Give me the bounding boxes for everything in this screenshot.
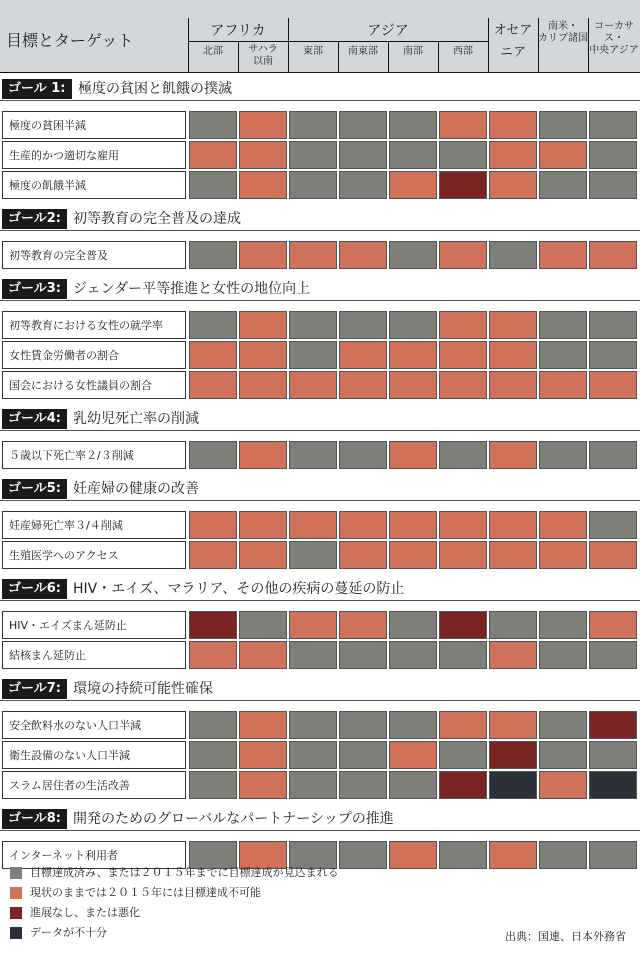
- status-cell: [589, 741, 637, 769]
- status-cell: [539, 171, 587, 199]
- status-cell: [239, 141, 287, 169]
- status-cell: [289, 641, 337, 669]
- target-label: 衛生設備のない人口半減: [2, 741, 186, 769]
- status-cell: [189, 771, 237, 799]
- status-cell: [389, 171, 437, 199]
- status-cell: [339, 511, 387, 539]
- status-cell: [489, 511, 537, 539]
- status-cell: [239, 641, 287, 669]
- table-row: [2, 771, 638, 801]
- region-label: アジア: [367, 23, 409, 39]
- status-cell: [339, 371, 387, 399]
- goal-rule: [0, 230, 640, 231]
- status-cell: [439, 141, 487, 169]
- status-cell: [189, 171, 237, 199]
- status-cell: [489, 841, 537, 869]
- status-cell: [489, 141, 537, 169]
- status-cell: [289, 311, 337, 339]
- header-underline: [288, 41, 488, 42]
- goal-header: [0, 78, 640, 100]
- status-cell: [489, 541, 537, 569]
- goal-title: HIV・エイズ、マラリア、その他の疾病の蔓延の防止: [73, 581, 405, 597]
- table-row: [2, 371, 638, 401]
- goal-header: [0, 808, 640, 830]
- goal-header: [0, 678, 640, 700]
- source-note: 出典：国連、日本外務省: [505, 930, 626, 943]
- target-label: 初等教育における女性の就学率: [2, 311, 186, 339]
- goal-title: 初等教育の完全普及の達成: [73, 211, 241, 227]
- status-cell: [239, 371, 287, 399]
- status-cell: [439, 541, 487, 569]
- target-label: 妊産婦死亡率３/４削減: [2, 511, 186, 539]
- target-label: 安全飲料水のない人口半減: [2, 711, 186, 739]
- status-cell: [289, 341, 337, 369]
- status-cell: [589, 541, 637, 569]
- legend-swatch: [10, 907, 22, 919]
- status-cell: [289, 611, 337, 639]
- region-label: コーカサス・ 中央アジア: [589, 21, 639, 56]
- goal-badge: ゴール5:: [2, 479, 67, 499]
- target-label: 初等教育の完全普及: [2, 241, 186, 269]
- target-label: ５歳以下死亡率２/３削減: [2, 441, 186, 469]
- status-cell: [489, 311, 537, 339]
- status-cell: [589, 511, 637, 539]
- status-cell: [339, 341, 387, 369]
- status-cell: [439, 371, 487, 399]
- table-row: [2, 341, 638, 371]
- status-cell: [589, 611, 637, 639]
- status-cell: [189, 371, 237, 399]
- status-cell: [589, 341, 637, 369]
- status-cell: [489, 241, 537, 269]
- subregion-label: 東部: [303, 46, 323, 57]
- status-cell: [389, 771, 437, 799]
- status-cell: [389, 741, 437, 769]
- status-cell: [589, 641, 637, 669]
- status-cell: [489, 341, 537, 369]
- goal-title: 乳幼児死亡率の削減: [73, 411, 199, 427]
- status-cell: [189, 511, 237, 539]
- goal-badge: ゴール4:: [2, 409, 67, 429]
- status-cell: [439, 441, 487, 469]
- status-cell: [539, 641, 587, 669]
- target-label: スラム居住者の生活改善: [2, 771, 186, 799]
- legend-label: データが不十分: [30, 926, 107, 939]
- status-cell: [489, 611, 537, 639]
- target-label: 生殖医学へのアクセス: [2, 541, 186, 569]
- subregion-label: サハラ 以南: [248, 44, 278, 67]
- status-cell: [539, 711, 587, 739]
- status-cell: [339, 171, 387, 199]
- status-cell: [289, 741, 337, 769]
- status-cell: [389, 641, 437, 669]
- status-cell: [189, 541, 237, 569]
- status-cell: [439, 111, 487, 139]
- status-cell: [189, 711, 237, 739]
- goal-badge: ゴール8:: [2, 809, 67, 829]
- goal-badge: ゴール2:: [2, 209, 67, 229]
- status-cell: [389, 241, 437, 269]
- legend-swatch: [10, 867, 22, 879]
- status-cell: [539, 741, 587, 769]
- status-cell: [239, 341, 287, 369]
- table-row: [2, 111, 638, 141]
- goal-header: [0, 408, 640, 430]
- status-cell: [239, 741, 287, 769]
- status-cell: [389, 311, 437, 339]
- status-cell: [439, 741, 487, 769]
- status-cell: [539, 541, 587, 569]
- status-cell: [339, 311, 387, 339]
- goal-title: 妊産婦の健康の改善: [73, 481, 199, 497]
- status-cell: [289, 371, 337, 399]
- target-label: 女性賃金労働者の割合: [2, 341, 186, 369]
- status-cell: [389, 841, 437, 869]
- status-cell: [189, 141, 237, 169]
- status-cell: [339, 711, 387, 739]
- legend-swatch: [10, 887, 22, 899]
- status-cell: [589, 311, 637, 339]
- status-cell: [339, 771, 387, 799]
- goal-title: 極度の貧困と飢餓の撲滅: [78, 81, 232, 97]
- status-cell: [289, 771, 337, 799]
- status-cell: [389, 611, 437, 639]
- subregion-label: 南東部: [348, 46, 378, 57]
- status-cell: [589, 711, 637, 739]
- legend-label: 目標達成済み、または２０１５年までに目標達成が見込まれる: [30, 866, 339, 879]
- target-label: 国会における女性議員の割合: [2, 371, 186, 399]
- status-cell: [239, 841, 287, 869]
- status-cell: [339, 111, 387, 139]
- status-cell: [289, 541, 337, 569]
- table-row: [2, 541, 638, 571]
- status-cell: [489, 711, 537, 739]
- goal-header: [0, 578, 640, 600]
- subregion-label: 西部: [453, 46, 473, 57]
- goal-badge: ゴール7:: [2, 679, 67, 699]
- goal-badge: ゴール6:: [2, 579, 67, 599]
- status-cell: [239, 611, 287, 639]
- goal-rule: [0, 700, 640, 701]
- status-cell: [389, 511, 437, 539]
- status-cell: [239, 241, 287, 269]
- legend-label: 現状のままでは２０１５年には目標達成不可能: [30, 886, 261, 899]
- status-cell: [439, 711, 487, 739]
- status-cell: [189, 311, 237, 339]
- status-cell: [339, 541, 387, 569]
- goal-title: 環境の持続可能性確保: [73, 681, 213, 697]
- status-cell: [289, 111, 337, 139]
- status-cell: [289, 841, 337, 869]
- goal-rule: [0, 300, 640, 301]
- status-cell: [439, 341, 487, 369]
- subregion-label: 北部: [203, 46, 223, 57]
- table-row: [2, 611, 638, 641]
- goal-badge: ゴール3:: [2, 279, 67, 299]
- status-cell: [339, 611, 387, 639]
- table-row: [2, 741, 638, 771]
- status-cell: [539, 111, 587, 139]
- goal-rule: [0, 830, 640, 831]
- table-row: [2, 441, 638, 471]
- table-row: [2, 141, 638, 171]
- status-cell: [439, 511, 487, 539]
- status-cell: [489, 741, 537, 769]
- status-cell: [539, 341, 587, 369]
- target-label: 極度の貧困半減: [2, 111, 186, 139]
- subregion-label: 南部: [403, 46, 423, 57]
- status-cell: [439, 241, 487, 269]
- goal-header: [0, 478, 640, 500]
- status-cell: [539, 771, 587, 799]
- status-cell: [289, 141, 337, 169]
- status-cell: [189, 841, 237, 869]
- status-cell: [439, 771, 487, 799]
- status-cell: [489, 111, 537, 139]
- status-cell: [539, 311, 587, 339]
- target-label: 極度の飢餓半減: [2, 171, 186, 199]
- status-cell: [289, 171, 337, 199]
- status-cell: [539, 611, 587, 639]
- header-underline: [188, 41, 288, 42]
- status-cell: [539, 841, 587, 869]
- status-cell: [289, 511, 337, 539]
- table-row: [2, 711, 638, 741]
- status-cell: [439, 841, 487, 869]
- status-cell: [539, 441, 587, 469]
- status-cell: [539, 141, 587, 169]
- goal-rule: [0, 600, 640, 601]
- table-row: [2, 511, 638, 541]
- target-label: 生産的かつ適切な雇用: [2, 141, 186, 169]
- status-cell: [289, 241, 337, 269]
- table-row: [2, 641, 638, 671]
- target-label: HIV・エイズまん延防止: [2, 611, 186, 639]
- status-cell: [489, 441, 537, 469]
- status-cell: [339, 241, 387, 269]
- status-cell: [189, 611, 237, 639]
- legend-label: 進展なし、または悪化: [30, 906, 140, 919]
- status-cell: [389, 441, 437, 469]
- status-cell: [189, 341, 237, 369]
- region-label: アフリカ: [210, 23, 266, 39]
- status-cell: [389, 111, 437, 139]
- status-cell: [239, 771, 287, 799]
- status-cell: [589, 371, 637, 399]
- table-row: [2, 311, 638, 341]
- status-cell: [389, 541, 437, 569]
- status-cell: [389, 371, 437, 399]
- status-cell: [439, 641, 487, 669]
- status-cell: [589, 171, 637, 199]
- status-cell: [239, 111, 287, 139]
- table-row: [2, 171, 638, 201]
- status-cell: [489, 641, 537, 669]
- status-cell: [489, 171, 537, 199]
- region-label: オセア ニア: [493, 23, 533, 60]
- status-cell: [439, 611, 487, 639]
- status-cell: [239, 311, 287, 339]
- status-cell: [539, 371, 587, 399]
- status-cell: [339, 841, 387, 869]
- status-cell: [539, 241, 587, 269]
- goal-rule: [0, 430, 640, 431]
- status-cell: [539, 511, 587, 539]
- goal-header: [0, 208, 640, 230]
- status-cell: [189, 241, 237, 269]
- status-cell: [339, 741, 387, 769]
- status-cell: [289, 441, 337, 469]
- status-cell: [239, 711, 287, 739]
- status-cell: [189, 111, 237, 139]
- status-cell: [189, 441, 237, 469]
- status-cell: [339, 641, 387, 669]
- status-cell: [589, 441, 637, 469]
- status-cell: [589, 241, 637, 269]
- target-label: 結核まん延防止: [2, 641, 186, 669]
- status-cell: [239, 441, 287, 469]
- status-cell: [339, 141, 387, 169]
- status-cell: [239, 171, 287, 199]
- goal-rule: [0, 500, 640, 501]
- goal-title: 開発のためのグローバルなパートナーシップの推進: [73, 811, 394, 827]
- status-cell: [239, 511, 287, 539]
- target-label: インターネット利用者: [2, 841, 186, 869]
- status-cell: [589, 771, 637, 799]
- status-cell: [389, 341, 437, 369]
- status-cell: [189, 641, 237, 669]
- legend-swatch: [10, 927, 22, 939]
- status-cell: [439, 311, 487, 339]
- goal-rule: [0, 100, 640, 101]
- table-row: [2, 241, 638, 271]
- goal-title: ジェンダー平等推進と女性の地位向上: [73, 281, 311, 297]
- status-cell: [289, 711, 337, 739]
- status-cell: [489, 771, 537, 799]
- status-cell: [589, 111, 637, 139]
- region-label: 南米・ カリブ諸国: [538, 21, 588, 44]
- status-cell: [489, 371, 537, 399]
- status-cell: [389, 141, 437, 169]
- header-title: 目標とターゲット: [6, 31, 134, 50]
- status-cell: [439, 171, 487, 199]
- status-cell: [189, 741, 237, 769]
- goal-header: [0, 278, 640, 300]
- status-cell: [239, 541, 287, 569]
- goal-badge: ゴール 1:: [2, 79, 72, 99]
- status-cell: [589, 841, 637, 869]
- status-cell: [339, 441, 387, 469]
- status-cell: [589, 141, 637, 169]
- status-cell: [389, 711, 437, 739]
